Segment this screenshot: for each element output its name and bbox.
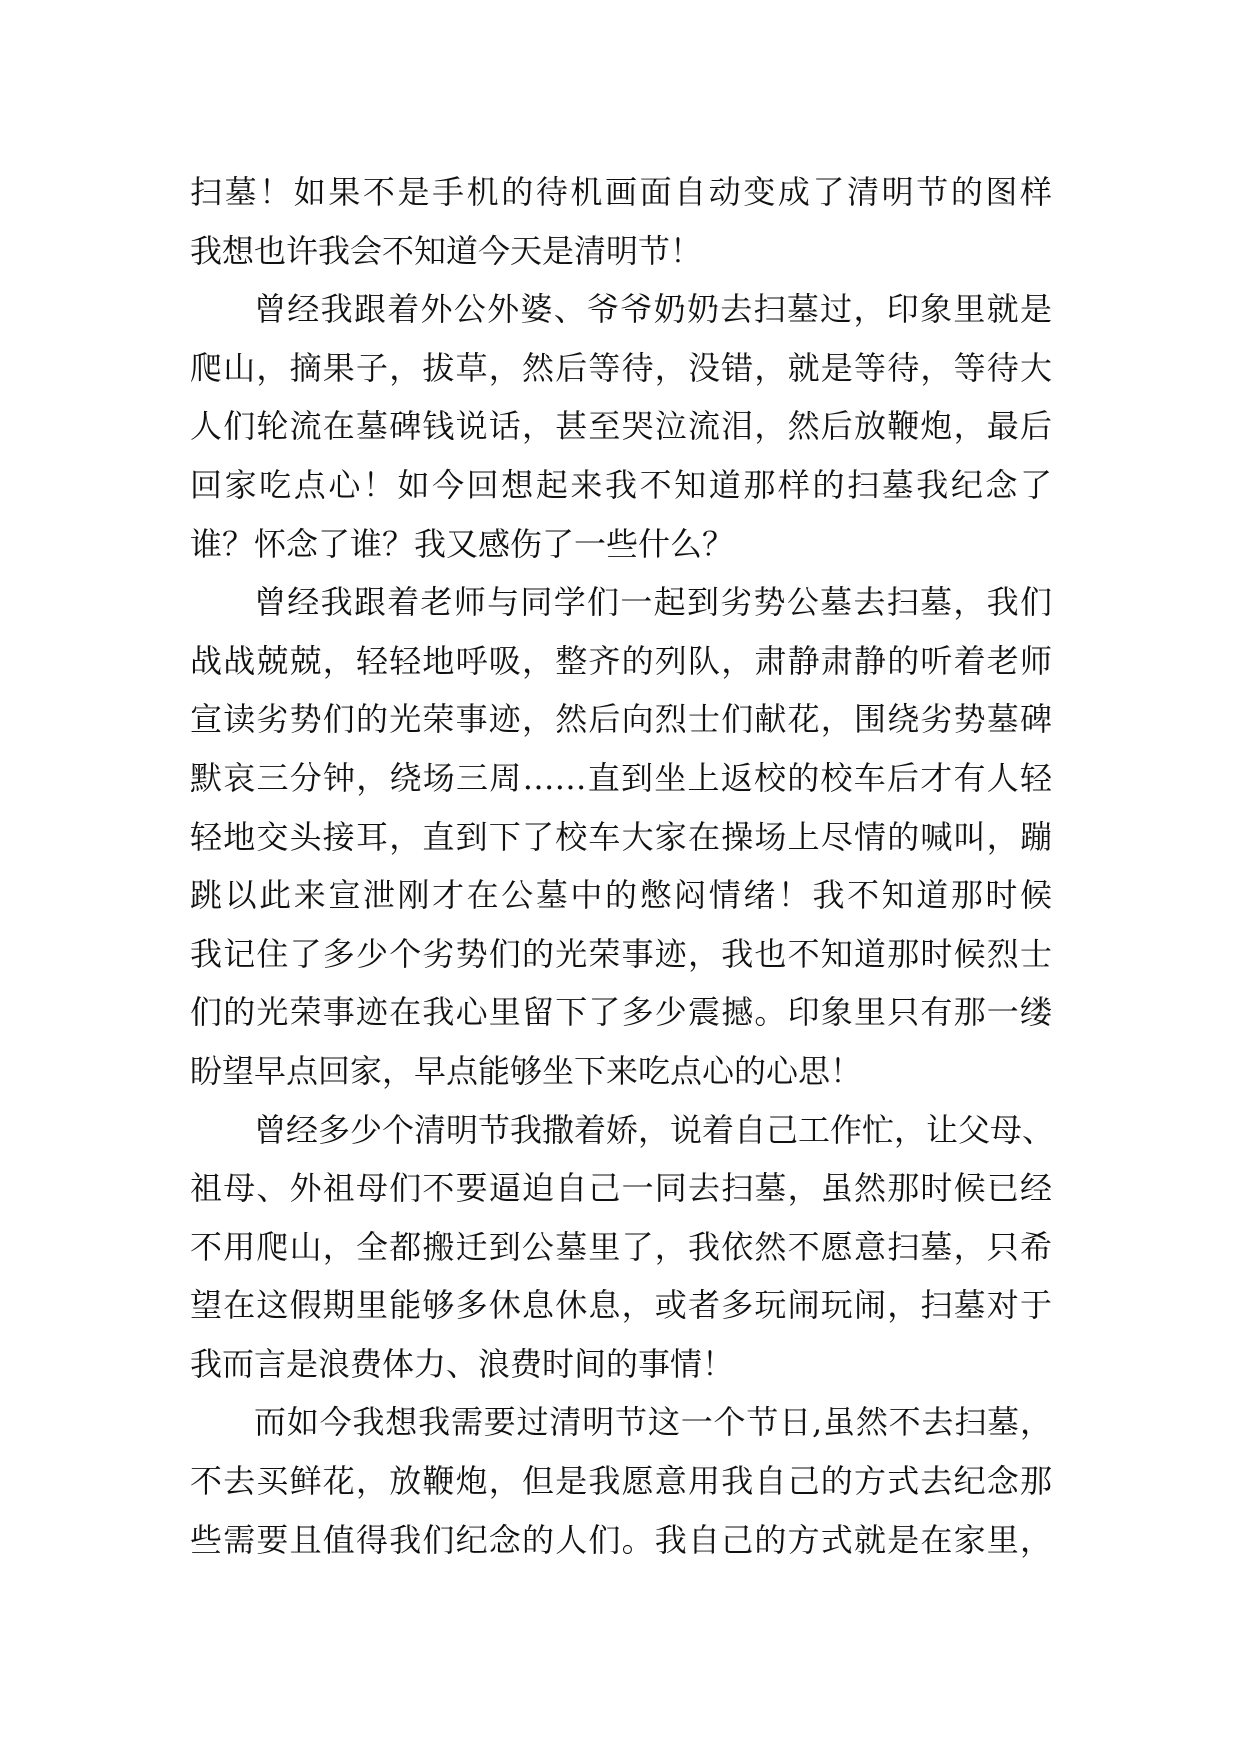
text-line: 人们轮流在墓碑钱说话，甚至哭泣流泪，然后放鞭炮，最后: [190, 407, 1052, 446]
text-line: 而如今我想我需要过清明节这一个节日,虽然不去扫墓，: [254, 1403, 1052, 1442]
body-text: [190, 163, 1055, 1569]
text-line: 曾经我跟着老师与同学们一起到劣势公墓去扫墓，我们: [254, 583, 1052, 622]
text-line: 我记住了多少个劣势们的光荣事迹，我也不知道那时候烈士: [190, 934, 1052, 973]
text-line: 回家吃点心！如今回想起来我不知道那样的扫墓我纪念了: [190, 465, 1052, 504]
text-line: 我想也许我会不知道今天是清明节！: [190, 231, 703, 270]
text-line: 不用爬山，全都搬迁到公墓里了，我依然不愿意扫墓，只希: [190, 1227, 1052, 1266]
text-line: 曾经我跟着外公外婆、爷爷奶奶去扫墓过，印象里就是: [254, 290, 1052, 329]
text-line: 望在这假期里能够多休息休息，或者多玩闹玩闹，扫墓对于: [190, 1286, 1052, 1325]
text-line: 宣读劣势们的光荣事迹，然后向烈士们献花，围绕劣势墓碑: [190, 700, 1052, 739]
text-line: 轻地交头接耳，直到下了校车大家在操场上尽情的喊叫，蹦: [190, 817, 1052, 856]
text-line: 些需要且值得我们纪念的人们。我自己的方式就是在家里，: [190, 1520, 1052, 1559]
text-line: 战战兢兢，轻轻地呼吸，整齐的列队，肃静肃静的听着老师: [190, 641, 1052, 680]
text-line: 爬山，摘果子，拔草，然后等待，没错，就是等待，等待大: [190, 348, 1052, 387]
text-line: 跳以此来宣泄刚才在公墓中的憋闷情绪！我不知道那时候: [190, 876, 1052, 915]
text-line: 们的光荣事迹在我心里留下了多少震撼。印象里只有那一缕: [190, 993, 1052, 1032]
text-line: 盼望早点回家，早点能够坐下来吃点心的心思！: [190, 1051, 863, 1090]
text-line: 谁？怀念了谁？我又感伤了一些什么？: [190, 524, 735, 563]
text-line: 我而言是浪费体力、浪费时间的事情！: [190, 1344, 735, 1383]
text-line: 不去买鲜花，放鞭炮，但是我愿意用我自己的方式去纪念那: [190, 1462, 1052, 1501]
text-line: 默哀三分钟，绕场三周……直到坐上返校的校车后才有人轻: [190, 758, 1052, 797]
text-line: 祖母、外祖母们不要逼迫自己一同去扫墓，虽然那时候已经: [190, 1169, 1052, 1208]
text-line: 曾经多少个清明节我撒着娇，说着自己工作忙，让父母、: [254, 1110, 1055, 1149]
text-line: 扫墓！如果不是手机的待机画面自动变成了清明节的图样: [190, 173, 1052, 211]
